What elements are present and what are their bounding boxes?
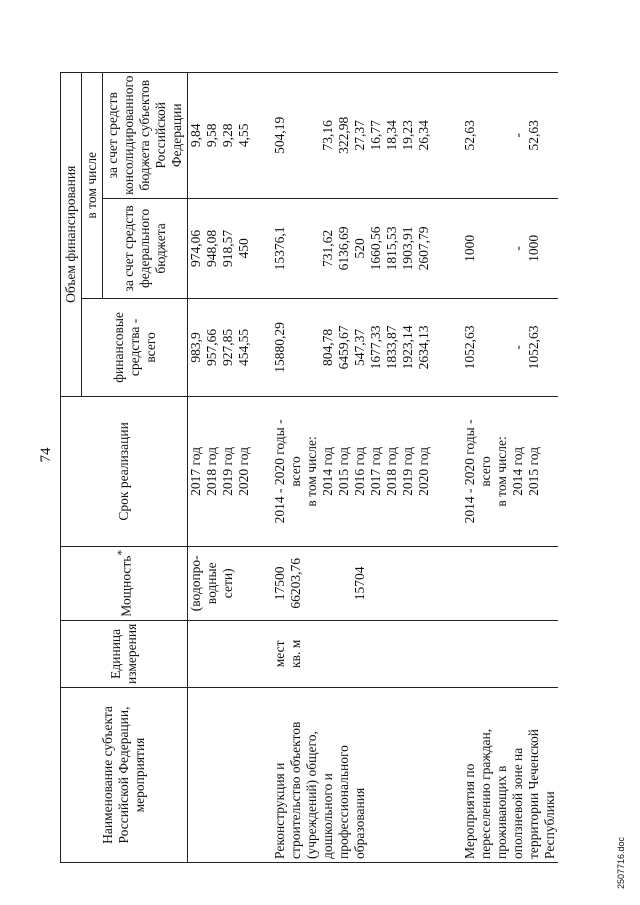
cell-capacity (432, 546, 558, 620)
cell-unit (432, 620, 558, 687)
footnote-mark: * (115, 549, 128, 556)
cell-name (188, 688, 253, 863)
table-row (432, 72, 558, 862)
table-body (188, 72, 559, 862)
header-funding: Объем финансирования (61, 72, 82, 396)
cell-name: Мероприятия по переселению граждан, проживающих в оползневой зоне на территории Чеченской Республики (432, 688, 558, 863)
header-period: Срок реализации (61, 396, 188, 546)
cell-unit (188, 620, 253, 687)
cell-period: 2014 - 2020 годы - всего в том числе: 2014 год 2015 год 2016 год 2017 год 2018 год 2019 год 2020 год (252, 396, 432, 546)
cell-regional: 504,19 73,16 322,98 27,37 16,77 18,34 19,23 26,34 (252, 72, 432, 198)
cell-total: 1052,63 - 1052,63 (432, 298, 558, 396)
table-header (61, 72, 188, 862)
cell-regional: 52,63 - 52,63 (432, 72, 558, 198)
header-federal: за счет средств федерального бюджета (103, 198, 188, 298)
header-capacity: Мощность* (61, 546, 188, 620)
cell-name: Реконструкция и строительство объектов (учреждений) общего, дошкольного и профессионального образования (252, 688, 432, 863)
cell-total: 983,9 957,66 927,85 454,55 (188, 298, 253, 396)
cell-regional: 9,84 9,58 9,28 4,55 (188, 72, 253, 198)
header-total: финансовые средства - всего (82, 298, 188, 396)
cell-federal: 974,06 948,08 918,57 450 (188, 198, 253, 298)
cell-period: 2017 год 2018 год 2019 год 2020 год (188, 396, 253, 546)
cell-total: 15880,29 804,78 6459,67 547,37 1677,33 1833,87 1923,14 2634,13 (252, 298, 432, 396)
page-number: 74 (38, 447, 54, 463)
header-including: в том числе (82, 72, 103, 298)
header-unit: Единица измерения (61, 620, 188, 687)
cell-capacity: (водопро- водные сети) (188, 546, 253, 620)
table-row (188, 72, 253, 862)
header-regional: за счет средств консолидированного бюджета субъектов Российской Федерации (103, 72, 188, 198)
cell-unit: мест кв. м (252, 620, 432, 687)
cell-federal: 15376,1 731,62 6136,69 520 1660,56 1815,53 1903,91 2607,79 (252, 198, 432, 298)
cell-capacity: 17500 66203,76 15704 (252, 546, 432, 620)
header-name: Наименование субъекта Российской Федерации, мероприятия (61, 688, 188, 863)
cell-federal: 1000 - 1000 (432, 198, 558, 298)
table-row (252, 72, 432, 862)
cell-period: 2014 - 2020 годы - всего в том числе: 2014 год 2015 год (432, 396, 558, 546)
doc-code: 2507716.doc (616, 836, 626, 889)
funding-table (60, 72, 558, 863)
